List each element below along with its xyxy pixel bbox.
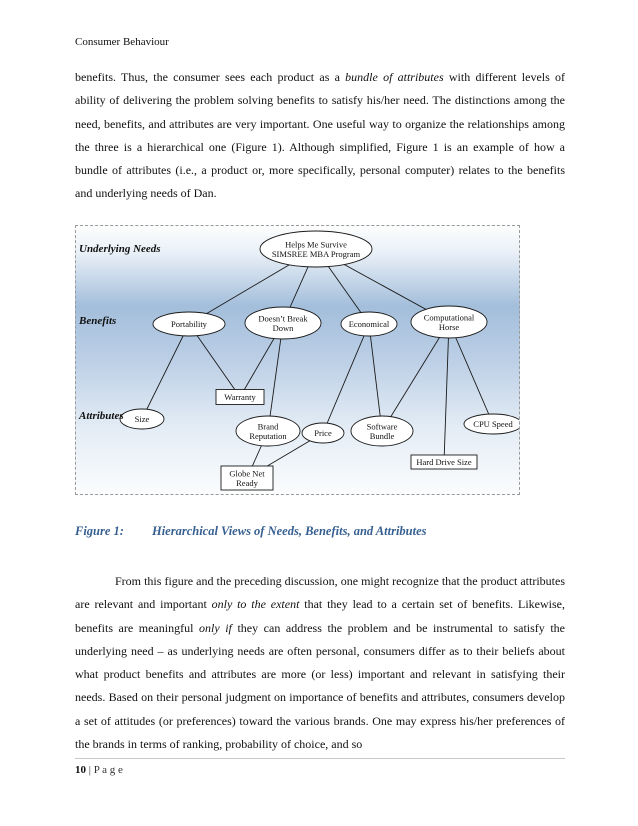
text-segment: From this figure and the preceding discussion, one might recognize that the product attributes are relevant and important — [75, 574, 565, 612]
diagram-node-label: Size — [134, 414, 150, 424]
row-label-underlying-needs: Underlying Needs — [79, 243, 161, 255]
diagram-node-label: Software — [366, 421, 398, 432]
diagram-node-label: Helps Me Survive — [285, 239, 347, 250]
diagram-edge-computational-horse--software-bundle — [382, 322, 449, 431]
page-number: 10 — [75, 764, 86, 776]
diagram-node-globe-net-ready — [221, 466, 273, 490]
row-label-benefits: Benefits — [79, 315, 117, 327]
figure-caption — [75, 524, 565, 539]
diagram-node-label: Economical — [348, 319, 390, 329]
text-segment: they can address the problem and be instrumental to satisfy the underlying need – as underlying needs are often personal, consumers differ as to their beliefs about what product benefits and attributes are more (or less) important and relevant in satisfying their needs. Based on their personal judgment on importance of benefits and attributes, consumers develop a set of attitudes (or preferences) toward the various brands. One may express his/her preferences of the brands in terms of ranking, probability of choice, and so — [75, 620, 566, 752]
diagram-node-label: Doesn’t Break — [258, 313, 308, 324]
diagram-node-hard-drive-size — [411, 455, 477, 469]
page-header-title: Consumer Behaviour — [75, 36, 169, 48]
diagram-edge-computational-horse--hard-drive-size — [444, 322, 449, 462]
figure-diagram-svg — [76, 226, 519, 494]
diagram-node-portability — [153, 312, 225, 336]
figure-caption-label: Figure 1: — [75, 524, 124, 538]
diagram-node-brand-reputation — [236, 416, 300, 446]
diagram-node-computational-horse — [411, 306, 487, 338]
page-footer — [75, 758, 565, 776]
diagram-node-label: Price — [314, 428, 332, 438]
diagram-node-price — [302, 423, 344, 443]
diagram-node-label: Horse — [438, 321, 460, 332]
diagram-node-economical — [341, 312, 397, 336]
diagram-node-label: Ready — [236, 477, 258, 488]
diagram-node-label: Bundle — [369, 430, 395, 441]
diagram-node-helps-me-survive — [260, 231, 372, 267]
diagram-node-label: CPU Speed — [473, 419, 513, 429]
diagram-node-label: SIMSREE MBA Program — [271, 248, 361, 259]
text-segment: benefits. Thus, the consumer sees each product as a — [75, 70, 346, 84]
text-segment: that they lead to a certain set of benefits. Likewise, benefits are meaningful — [75, 597, 565, 635]
row-label-attributes: Attributes — [79, 410, 124, 422]
diagram-node-software-bundle — [351, 416, 413, 446]
text-segment: only if — [198, 620, 232, 635]
diagram-node-label: Reputation — [249, 430, 287, 441]
diagram-node-cpu-speed — [464, 414, 519, 434]
diagram-node-label: Down — [272, 322, 294, 333]
diagram-edge-portability--size — [142, 324, 189, 419]
text-segment: with different levels of ability of delivering the problem solving benefits to satisfy his/her need. The distinctions among the need, benefits, and attributes are very important. One useful way to organize the relationships among the three is a hierarchical one (Figure 1). Although simplified, Figure 1 is an example of how a bundle of attributes (i.e., a product or, more specifically, personal computer) relates to the benefits and underlying needs of Dan. — [75, 70, 566, 201]
diagram-node-label: Brand — [257, 421, 279, 432]
diagram-node-label: Globe Net — [229, 468, 265, 479]
page-footer-suffix: | P a g e — [86, 764, 123, 776]
body-paragraph-2 — [75, 570, 565, 756]
diagram-node-label: Hard Drive Size — [416, 457, 472, 467]
figure-caption-text: Hierarchical Views of Needs, Benefits, and Attributes — [151, 524, 427, 538]
diagram-edge-economical--software-bundle — [369, 324, 382, 431]
diagram-node-warranty — [216, 390, 264, 405]
text-segment: only to the extent — [211, 597, 300, 612]
diagram-edge-economical--price — [323, 324, 369, 433]
text-segment: bundle of attributes — [345, 70, 444, 84]
figure-1-box — [75, 225, 520, 495]
diagram-node-label: Portability — [171, 319, 207, 329]
diagram-node-size — [120, 409, 164, 429]
body-paragraph-1 — [75, 66, 565, 206]
diagram-node-doesnt-break-down — [245, 307, 321, 339]
diagram-node-label: Warranty — [224, 392, 256, 402]
diagram-node-label: Computational — [423, 312, 475, 323]
